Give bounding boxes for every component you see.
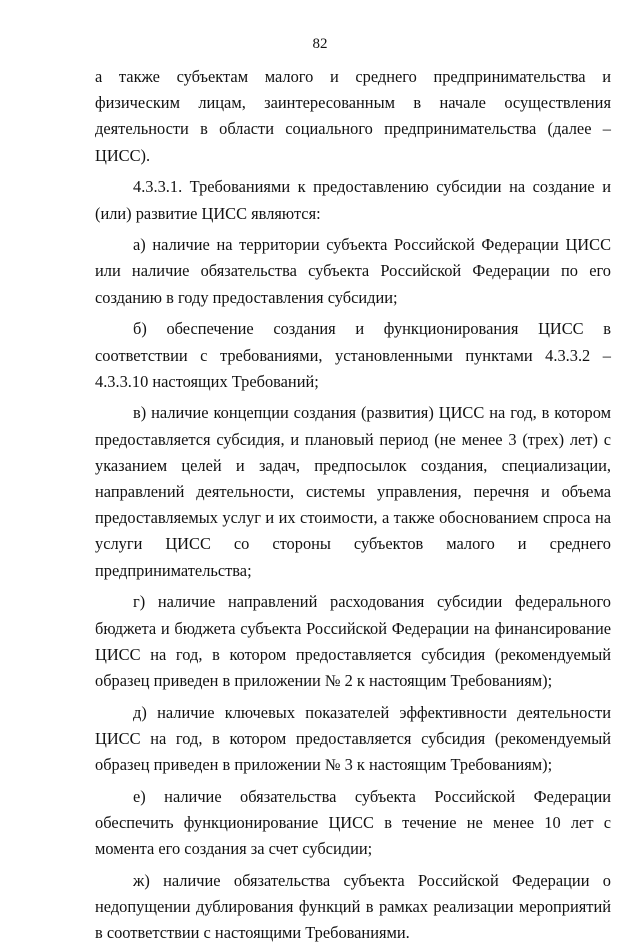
paragraph-item-g: г) наличие направлений расходования субсидии федерального бюджета и бюджета субъекта Российской Федерации на финансирование ЦИСС на год, в котором предоставляется субсидия (рекомендуемый образец приведен в приложении № 2 к настоящим Требованиям); <box>95 592 611 690</box>
paragraph-item-zh: ж) наличие обязательства субъекта Российской Федерации о недопущении дублирования функций в рамках реализации мероприятий в соответствии с настоящими Требованиями. <box>95 870 611 943</box>
document-body <box>95 64 611 952</box>
paragraph-4-3-3-1: 4.3.3.1. Требованиями к предоставлению субсидии на создание и (или) развитие ЦИСС являются: <box>95 177 611 223</box>
page-number: 82 <box>312 36 328 52</box>
paragraph-item-v: в) наличие концепции создания (развития) ЦИСС на год, в котором предоставляется субсидия, и плановый период (не менее 3 (трех) лет) с указанием целей и задач, предпосылок создания, специализации, направлений деятельности, системы управления, перечня и объема предоставляемых услуг и их стоимости, а также обоснованием спроса на услуги ЦИСС со стороны субъектов малого и среднего предпринимательства; <box>95 403 611 580</box>
paragraph-item-a: а) наличие на территории субъекта Российской Федерации ЦИСС или наличие обязательства субъекта Российской Федерации по его созданию в году предоставления субсидии; <box>95 235 611 307</box>
paragraph-item-d: д) наличие ключевых показателей эффективности деятельности ЦИСС на год, в котором предоставляется субсидия (рекомендуемый образец приведен в приложении № 3 к настоящим Требованиям); <box>95 702 611 775</box>
paragraph-item-b: б) обеспечение создания и функционирования ЦИСС в соответствии с требованиями, установленными пунктами 4.3.3.2 – 4.3.3.10 настоящих Требований; <box>95 319 611 391</box>
paragraph-item-e: е) наличие обязательства субъекта Российской Федерации обеспечить функционирование ЦИСС в течение не менее 10 лет с момента его создания за счет субсидии; <box>95 786 611 859</box>
paragraph-intro-continuation: а также субъектам малого и среднего предпринимательства и физическим лицам, заинтересованным в начале осуществления деятельности в области социального предпринимательства (далее – ЦИСС). <box>95 67 611 165</box>
